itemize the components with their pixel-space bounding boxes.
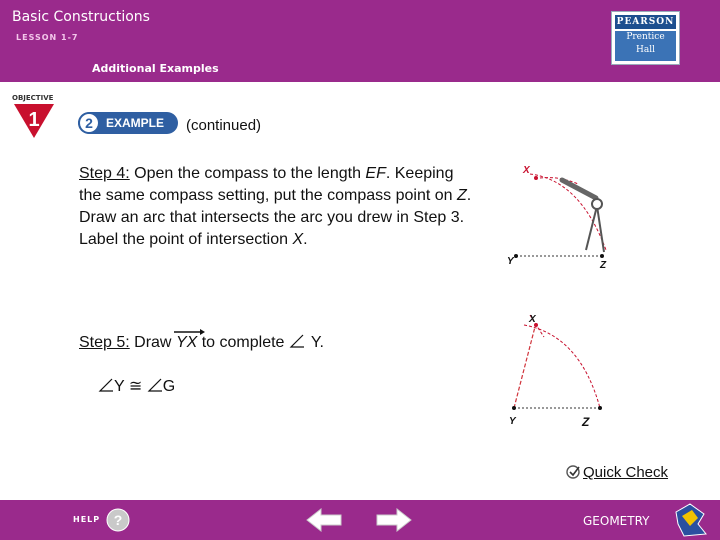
publisher-name: PEARSON [616, 17, 675, 27]
compass-pencil-icon [562, 180, 596, 198]
section-subtitle: Additional Examples [92, 62, 219, 75]
publisher-imprint [615, 31, 676, 61]
ray-yx-line [514, 323, 536, 408]
compass-leg-point [597, 206, 604, 252]
label-z: Z [582, 415, 590, 429]
congruence-symbol: ≅ [128, 378, 143, 395]
ray-notation [176, 334, 197, 352]
step5-angle: Y. [310, 334, 324, 351]
lesson-label: LESSON 1-7 [16, 33, 79, 42]
header-bar [0, 0, 720, 82]
step5-text-a: Draw [129, 334, 176, 351]
help-button[interactable] [106, 508, 130, 532]
objective-shield-icon [12, 102, 56, 142]
angle-icon [289, 334, 311, 352]
step4-label: Step 4: [79, 165, 130, 182]
quick-check-label: Quick Check [583, 464, 669, 481]
step4-text-d: . [303, 231, 308, 248]
step4-text-b: . Keeping the same compass setting, put the compass point on [79, 165, 457, 204]
congruence-statement [98, 376, 175, 396]
step4-point2: X [292, 231, 304, 248]
objective-number: 1 [28, 109, 40, 131]
point-y [514, 254, 518, 258]
label-x: X [523, 165, 530, 176]
page-title: Basic Constructions [12, 9, 150, 25]
publisher-logo [611, 11, 680, 65]
label-z: Z [600, 260, 607, 271]
step5-text [79, 334, 324, 352]
point-z [598, 406, 602, 410]
forward-arrow-icon [377, 509, 411, 531]
label-y: Y [507, 256, 514, 267]
compass-hinge [592, 199, 602, 209]
arc-step3 [524, 325, 600, 408]
step4-point: Z [456, 187, 467, 204]
imprint-line1: Prentice [626, 32, 665, 42]
step5-label: Step 5: [79, 334, 130, 351]
subject-label: GEOMETRY [583, 514, 650, 528]
step4-text-c: . Draw an arc that intersects the arc you drew in Step 3. Label the point of intersection [79, 187, 472, 248]
ray-arrow-icon [172, 327, 206, 337]
help-question-icon: ? [113, 512, 123, 528]
imprint-line2: Hall [636, 45, 655, 55]
objective-badge [12, 94, 66, 147]
back-arrow-button[interactable] [305, 508, 343, 532]
step4-segment: EF [365, 165, 386, 182]
step5-text-b: to complete [197, 334, 289, 351]
step4-text [79, 163, 474, 251]
back-arrow-icon [307, 509, 341, 531]
point-x [534, 176, 538, 180]
angle-icon [147, 378, 163, 392]
example-label: EXAMPLE [106, 116, 165, 130]
example-badge [78, 112, 178, 134]
point-z [600, 254, 604, 258]
label-x: X [529, 314, 536, 325]
step4-text-a: Open the compass to the length [129, 165, 366, 182]
quick-check-link[interactable] [565, 464, 668, 481]
congruence-left: Y [114, 378, 125, 395]
example-number: 2 [78, 112, 100, 134]
forward-arrow-button[interactable] [375, 508, 413, 532]
help-label: HELP [73, 515, 101, 524]
label-y: Y [509, 416, 516, 427]
point-y [512, 406, 516, 410]
congruence-right: G [162, 378, 176, 395]
quick-check-icon [565, 465, 583, 479]
objective-label: OBJECTIVE [12, 94, 54, 102]
footer-bar [0, 500, 720, 540]
figure-step5 [500, 305, 630, 435]
geometry-logo-icon [672, 502, 708, 538]
ray-label: YX [175, 334, 198, 351]
angle-icon [98, 378, 114, 392]
figure-step4 [500, 160, 630, 275]
continued-label: (continued) [186, 117, 262, 134]
